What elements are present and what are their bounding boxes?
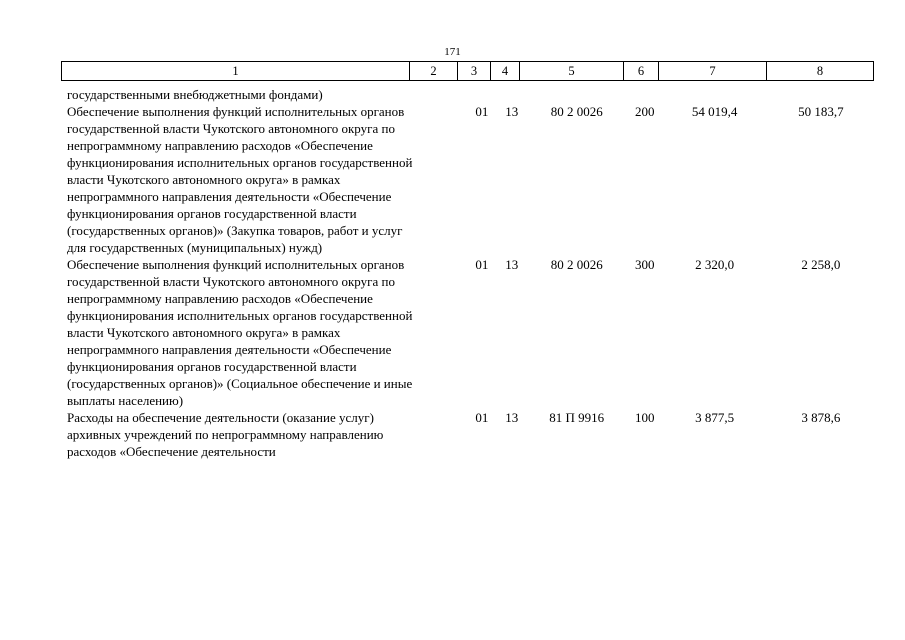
column-header-7: 7 (659, 62, 767, 81)
column-header-8: 8 (767, 62, 874, 81)
cell-expense-type: 100 (634, 410, 655, 425)
row-description: Обеспечение выполнения функций исполнительных органов государственной власти Чукотского автономного округа по непрограммному направлению расходов «Обеспечение функционирования исполнительных органов государственной власти Чукотского автономного округа» в рамках непрограммного направления деятельности «Обеспечение функционирования органов государственной власти (государственных органов)» (Социальное обеспечение и иные выплаты населению) (67, 257, 413, 408)
cell-target-code: 80 2 0026 (550, 257, 603, 272)
cell-expense-type: 300 (634, 257, 655, 272)
cell-section: 01 (475, 410, 489, 425)
cell-expense-type: 200 (634, 104, 655, 119)
cell-amount-col-7: 54 019,4 (691, 104, 738, 119)
cell-amount-col-8: 3 878,6 (801, 410, 841, 425)
column-header-6: 6 (624, 62, 659, 81)
page-number: 171 (444, 46, 461, 58)
table-row (61, 103, 874, 256)
column-header-2: 2 (410, 62, 458, 81)
table-row (61, 409, 874, 460)
cell-amount-col-8: 50 183,7 (798, 104, 844, 119)
row-description: Обеспечение выполнения функций исполнительных органов государственной власти Чукотского автономного округа по непрограммному направлению расходов «Обеспечение функционирования исполнительных органов государственной власти Чукотского автономного округа» в рамках непрограммного направления деятельности «Обеспечение функционирования органов государственной власти (государственных органов)» (Закупка товаров, работ и услуг для государственных (муниципальных) нужд) (67, 104, 413, 255)
cell-amount-col-7: 2 320,0 (695, 257, 735, 272)
table-row (61, 86, 874, 103)
cell-subsection: 13 (505, 257, 519, 272)
cell-subsection: 13 (505, 410, 519, 425)
cell-amount-col-7: 3 877,5 (695, 410, 735, 425)
cell-target-code: 80 2 0026 (550, 104, 603, 119)
cell-subsection: 13 (505, 104, 519, 119)
row-description: государственными внебюджетными фондами) (67, 87, 323, 102)
cell-target-code: 81 П 9916 (549, 410, 605, 425)
table-body (61, 86, 874, 460)
column-header-5: 5 (520, 62, 624, 81)
table-row (61, 256, 874, 409)
column-header-3: 3 (458, 62, 491, 81)
cell-section: 01 (475, 104, 489, 119)
row-description: Расходы на обеспечение деятельности (оказание услуг) архивных учреждений по непрограммному направлению расходов «Обеспечение деятельности (67, 410, 384, 459)
column-header-row (62, 62, 874, 81)
column-header-1: 1 (62, 62, 410, 81)
cell-section: 01 (475, 257, 489, 272)
cell-amount-col-8: 2 258,0 (801, 257, 841, 272)
column-header-4: 4 (491, 62, 520, 81)
column-header-table (61, 61, 874, 81)
